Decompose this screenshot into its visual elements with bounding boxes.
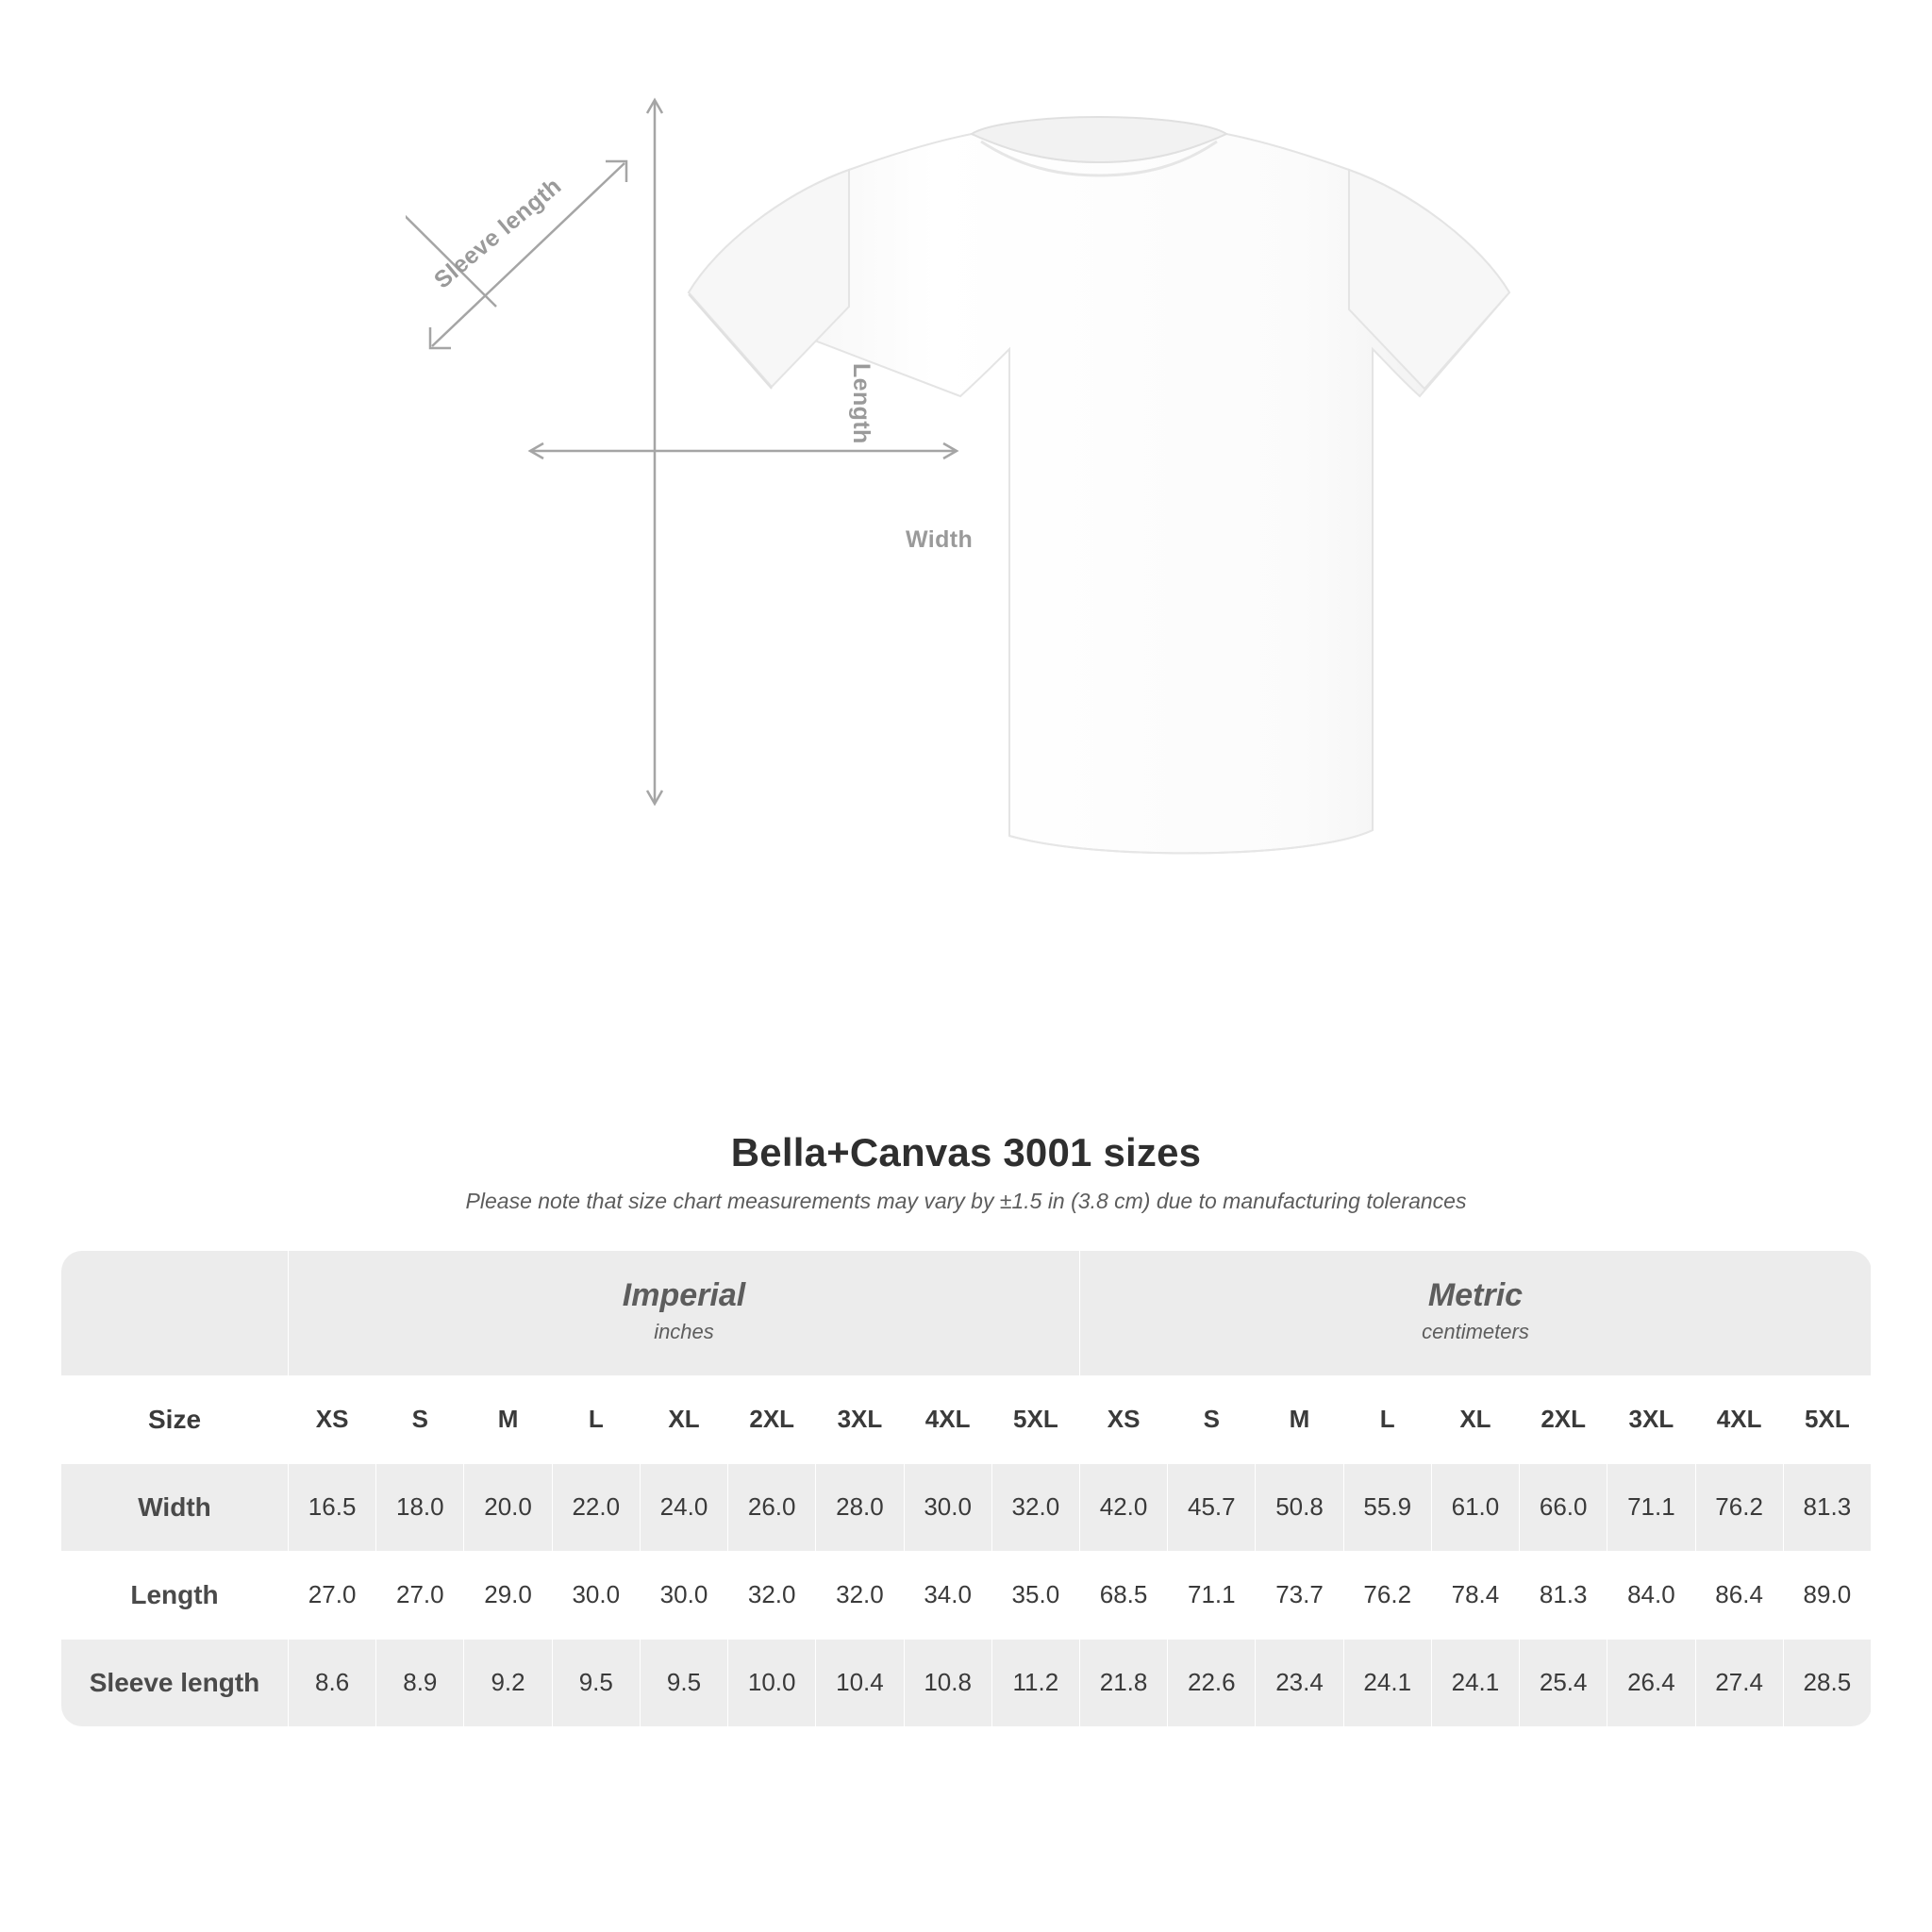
table-cell: 8.9 [376,1639,464,1726]
table-cell: 34.0 [904,1551,991,1639]
table-cell: 23.4 [1256,1639,1343,1726]
unit-imperial-name: Imperial [622,1277,746,1313]
size-header-cell: 3XL [1607,1375,1695,1463]
table-cell: 26.4 [1607,1639,1695,1726]
table-cell: 89.0 [1783,1551,1871,1639]
table-cell: 28.0 [816,1463,904,1551]
table-cell: 81.3 [1520,1551,1607,1639]
table-cell: 81.3 [1783,1463,1871,1551]
size-header-row [61,1375,1872,1463]
table-cell: 78.4 [1431,1551,1519,1639]
table-cell: 84.0 [1607,1551,1695,1639]
table-cell: 11.2 [991,1639,1079,1726]
unit-imperial-sub: inches [654,1319,714,1343]
size-header-label: Size [61,1375,289,1463]
size-header-cell: 2XL [728,1375,816,1463]
table-cell: 71.1 [1607,1463,1695,1551]
size-table-container [60,1250,1872,1727]
table-cell: 10.8 [904,1639,991,1726]
table-cell: 30.0 [640,1551,727,1639]
table-cell: 22.6 [1168,1639,1256,1726]
table-cell: 28.5 [1783,1639,1871,1726]
table-cell: 9.5 [640,1639,727,1726]
tolerance-note: Please note that size chart measurements may vary by ±1.5 in (3.8 cm) due to manufacturing tolerances [465,1189,1467,1213]
table-cell: 18.0 [376,1463,464,1551]
table-cell: 27.4 [1695,1639,1783,1726]
table-cell: 24.1 [1431,1639,1519,1726]
size-header-cell: M [464,1375,552,1463]
table-cell: 16.5 [289,1463,376,1551]
table-cell: 32.0 [991,1463,1079,1551]
table-cell: 8.6 [289,1639,376,1726]
table-cell: 21.8 [1079,1639,1167,1726]
table-cell: 86.4 [1695,1551,1783,1639]
size-table [60,1250,1872,1727]
table-cell: 29.0 [464,1551,552,1639]
unit-imperial [289,1251,1080,1376]
length-label: Length [848,363,874,444]
table-cell: 45.7 [1168,1463,1256,1551]
table-cell: 66.0 [1520,1463,1607,1551]
page-title: Bella+Canvas 3001 sizes [730,1130,1202,1174]
size-header-cell: XS [1079,1375,1167,1463]
table-cell: 42.0 [1079,1463,1167,1551]
table-cell: 68.5 [1079,1551,1167,1639]
table-cell: 27.0 [289,1551,376,1639]
table-cell: 9.5 [552,1639,640,1726]
size-header-cell: XS [289,1375,376,1463]
size-header-cell: S [376,1375,464,1463]
table-cell: 27.0 [376,1551,464,1639]
row-label: Width [61,1463,289,1551]
unit-row-spacer [61,1251,289,1376]
table-cell: 50.8 [1256,1463,1343,1551]
table-cell: 26.0 [728,1463,816,1551]
sleeve-length-label: Sleeve length [429,173,567,294]
table-cell: 32.0 [816,1551,904,1639]
unit-header-row [61,1251,1872,1376]
unit-metric-sub: centimeters [1422,1319,1529,1343]
table-cell: 71.1 [1168,1551,1256,1639]
unit-metric-name: Metric [1427,1277,1524,1313]
unit-metric [1079,1251,1871,1376]
size-header-cell: 5XL [1783,1375,1871,1463]
size-header-cell: 2XL [1520,1375,1607,1463]
table-cell: 32.0 [728,1551,816,1639]
table-cell: 35.0 [991,1551,1079,1639]
table-cell: 10.0 [728,1639,816,1726]
width-label: Width [906,526,974,553]
size-header-cell: M [1256,1375,1343,1463]
row-label: Sleeve length [61,1639,289,1726]
size-header-cell: S [1168,1375,1256,1463]
table-cell: 22.0 [552,1463,640,1551]
table-cell: 10.4 [816,1639,904,1726]
table-row [61,1551,1872,1639]
size-header-cell: L [552,1375,640,1463]
table-row [61,1639,1872,1726]
table-cell: 20.0 [464,1463,552,1551]
table-row [61,1463,1872,1551]
title-block [0,1130,1932,1214]
row-label: Length [61,1551,289,1639]
size-header-cell: XL [1431,1375,1519,1463]
table-cell: 55.9 [1343,1463,1431,1551]
table-cell: 24.1 [1343,1639,1431,1726]
size-header-cell: 4XL [904,1375,991,1463]
size-header-cell: 3XL [816,1375,904,1463]
table-cell: 76.2 [1343,1551,1431,1639]
size-header-cell: 4XL [1695,1375,1783,1463]
table-cell: 73.7 [1256,1551,1343,1639]
table-cell: 30.0 [904,1463,991,1551]
table-cell: 76.2 [1695,1463,1783,1551]
table-cell: 24.0 [640,1463,727,1551]
size-header-cell: L [1343,1375,1431,1463]
table-cell: 61.0 [1431,1463,1519,1551]
table-cell: 30.0 [552,1551,640,1639]
size-header-cell: 5XL [991,1375,1079,1463]
size-header-cell: XL [640,1375,727,1463]
table-cell: 9.2 [464,1639,552,1726]
table-cell: 25.4 [1520,1639,1607,1726]
